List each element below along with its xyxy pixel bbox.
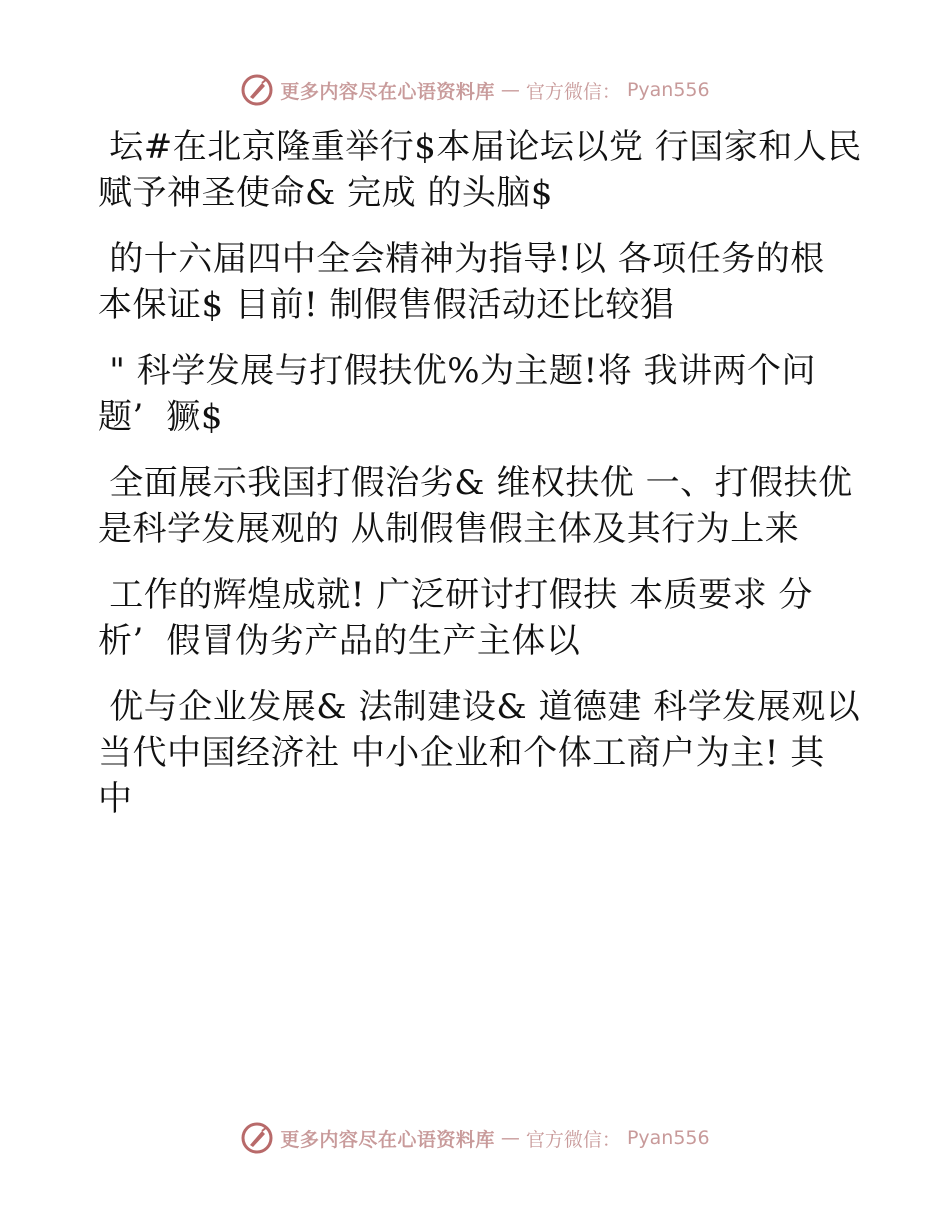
text-line: " 科学发展与打假扶优%为主题!将 我讲两个问	[98, 351, 817, 391]
text-line: 全面展示我国打假治劣& 维权扶优 一、打假扶优	[98, 463, 853, 503]
text-line: 的十六届四中全会精神为指导!以 各项任务的根	[98, 239, 825, 279]
text-line: 题’ 獗$	[98, 397, 224, 437]
quill-seal-icon	[240, 73, 274, 107]
document-body	[98, 124, 862, 842]
text-line: 是科学发展观的 从制假售假主体及其行为上来	[98, 509, 800, 549]
text-line: 优与企业发展& 法制建设& 道德建 科学发展观以	[98, 687, 861, 727]
text-line: 本保证$ 目前! 制假售假活动还比较猖	[98, 285, 675, 325]
watermark-wechat-label: 官方微信：	[525, 1128, 621, 1151]
watermark-slogan: 更多内容尽在心语资料库	[280, 80, 495, 103]
paragraph	[98, 348, 858, 440]
footer-watermark	[0, 1118, 950, 1158]
watermark-separator: —	[500, 79, 520, 101]
watermark-separator: —	[500, 1127, 520, 1149]
text-line: 析’ 假冒伪劣产品的生产主体以	[98, 621, 581, 661]
paragraph	[98, 684, 861, 822]
watermark-wechat-id: Pyan556	[626, 79, 710, 101]
text-line: 坛#在北京隆重举行$本届论坛以党 行国家和人民	[98, 127, 862, 167]
watermark-slogan: 更多内容尽在心语资料库	[280, 1128, 495, 1151]
paragraph	[98, 460, 858, 552]
paragraph	[98, 572, 858, 664]
text-line: 当代中国经济社 中小企业和个体工商户为主! 其	[98, 733, 825, 773]
watermark-wechat-id: Pyan556	[626, 1127, 710, 1149]
text-line: 赋予神圣使命& 完成 的头脑$	[98, 173, 554, 213]
text-line: 工作的辉煌成就! 广泛研讨打假扶 本质要求 分	[98, 575, 813, 615]
header-watermark	[0, 70, 950, 110]
quill-seal-icon	[240, 1121, 274, 1155]
watermark-wechat-label: 官方微信：	[525, 80, 621, 103]
text-line: 中	[98, 779, 133, 819]
paragraph	[98, 236, 858, 328]
paragraph	[98, 124, 862, 216]
